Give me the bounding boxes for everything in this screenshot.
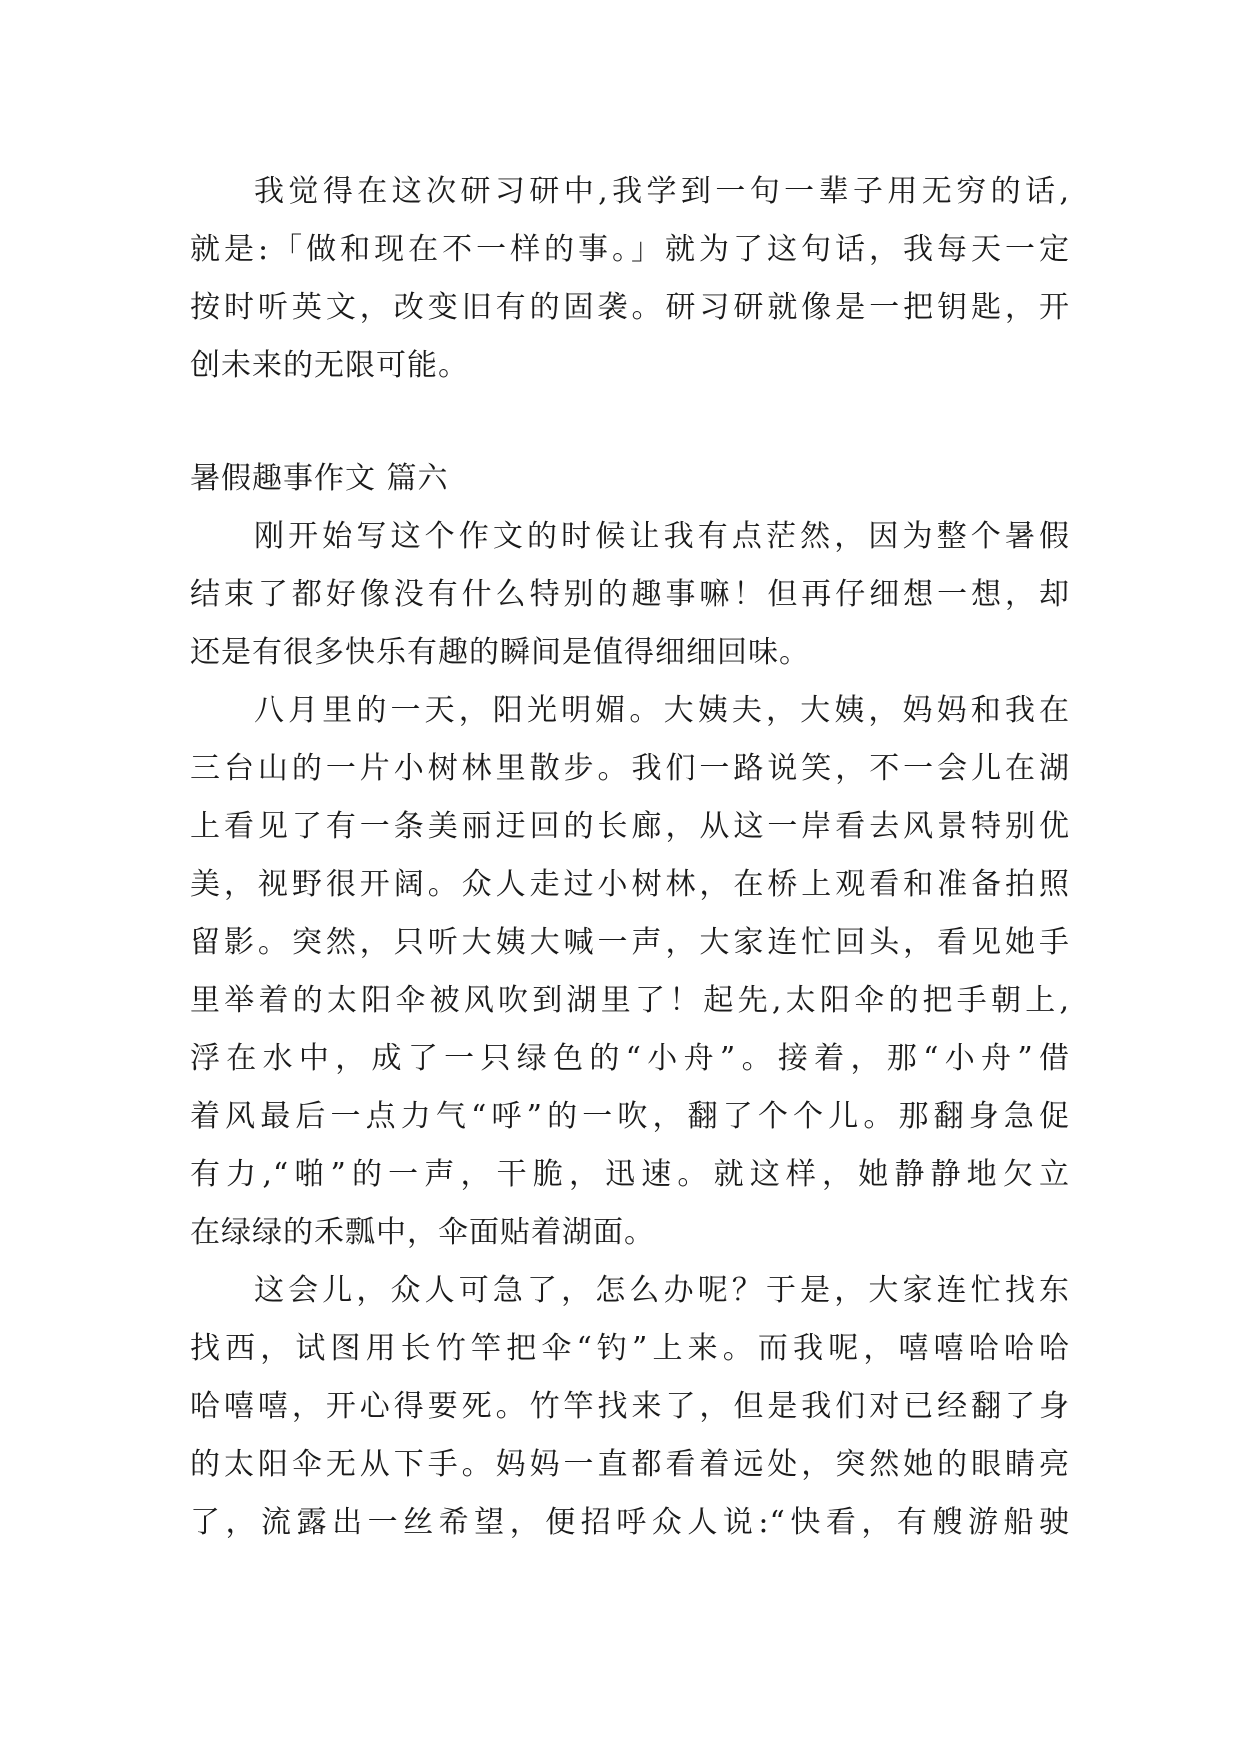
text-line: 按时听英文，改变旧有的固袭。研习研就像是一把钥匙，开: [190, 290, 1070, 325]
text-line: 浮在水中，成了一只绿色的“小舟”。接着，那“小舟”借: [190, 1041, 1070, 1076]
text-line: 找西，试图用长竹竿把伞“钓”上来。而我呢，嘻嘻哈哈哈: [190, 1331, 1070, 1366]
text-line: 八月里的一天，阳光明媚。大姨夫，大姨，妈妈和我在: [254, 693, 1070, 728]
text-line: 有力,“啪”的一声，干脆，迅速。就这样，她静静地欠立: [190, 1157, 1070, 1192]
text-line: 上看见了有一条美丽迂回的长廊，从这一岸看去风景特别优: [190, 809, 1070, 844]
paragraph-intro: [190, 163, 1070, 395]
text-line: 结束了都好像没有什么特别的趣事嘛！但再仔细想一想，却: [190, 577, 1070, 612]
text-line: 就是:「做和现在不一样的事。」就为了这句话，我每天一定: [190, 232, 1070, 267]
section-heading: 暑假趣事作文 篇六: [190, 461, 449, 496]
text-line: 创未来的无限可能。: [190, 348, 469, 383]
text-line: 留影。突然，只听大姨大喊一声，大家连忙回头，看见她手: [190, 925, 1070, 960]
text-line: 三台山的一片小树林里散步。我们一路说笑，不一会儿在湖: [190, 751, 1070, 786]
text-line: 的太阳伞无从下手。妈妈一直都看着远处，突然她的眼睛亮: [190, 1447, 1070, 1482]
text-line: 在绿绿的禾瓢中，伞面贴着湖面。: [190, 1215, 655, 1250]
text-line: 刚开始写这个作文的时候让我有点茫然，因为整个暑假: [254, 519, 1070, 554]
text-line: 哈嘻嘻，开心得要死。竹竿找来了，但是我们对已经翻了身: [190, 1389, 1070, 1424]
text-line: 美，视野很开阔。众人走过小树林，在桥上观看和准备拍照: [190, 867, 1070, 902]
text-line: 还是有很多快乐有趣的瞬间是值得细细回味。: [190, 635, 810, 670]
paragraph-3: [190, 1262, 1070, 1552]
paragraph-1: [190, 508, 1070, 682]
text-line: 这会儿，众人可急了，怎么办呢？于是，大家连忙找东: [254, 1273, 1070, 1308]
text-line: 了，流露出一丝希望，便招呼众人说:“快看，有艘游船驶: [190, 1505, 1070, 1540]
section-heading-block: [190, 450, 1070, 508]
text-line: 我觉得在这次研习研中,我学到一句一辈子用无穷的话,: [254, 174, 1070, 209]
text-line: 着风最后一点力气“呼”的一吹，翻了个个儿。那翻身急促: [190, 1099, 1070, 1134]
text-line: 里举着的太阳伞被风吹到湖里了！起先,太阳伞的把手朝上,: [190, 983, 1070, 1018]
paragraph-2: [190, 682, 1070, 1262]
